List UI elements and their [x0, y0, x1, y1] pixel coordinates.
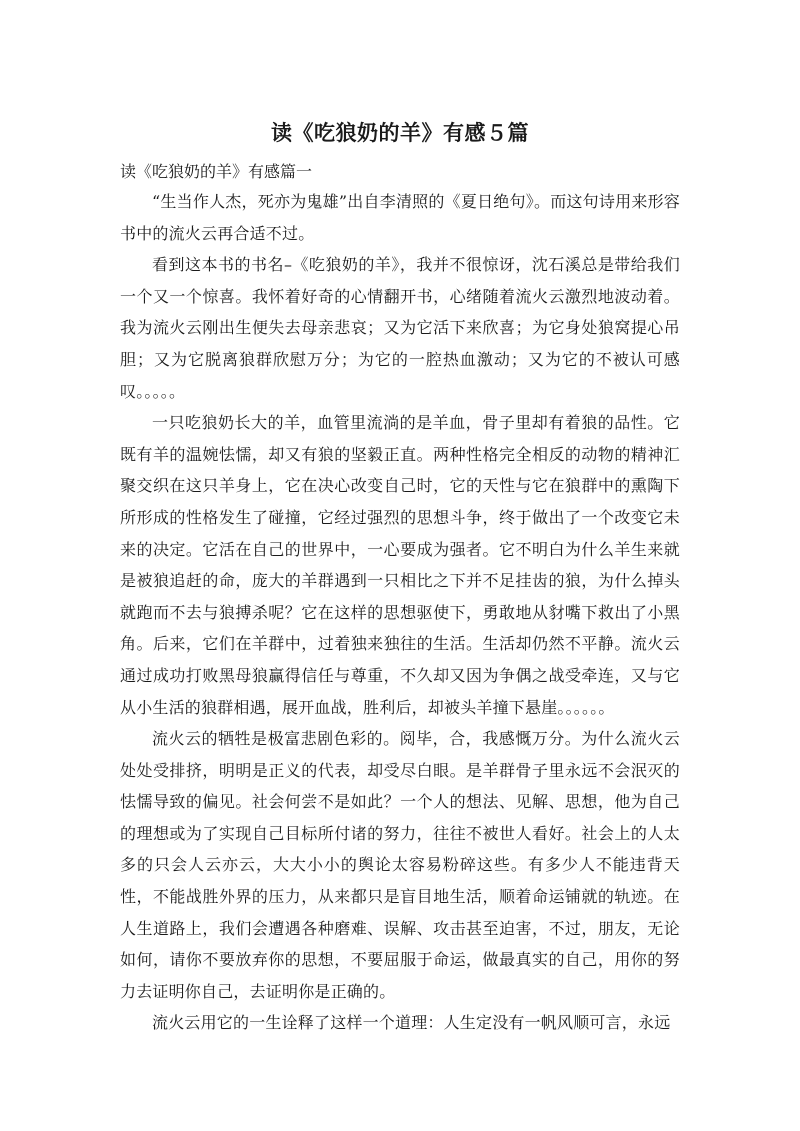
- paragraph: “生当作人杰，死亦为鬼雄”出自李清照的《夏日绝句》。而这句诗用来形容书中的流火云再合适不过。: [120, 192, 680, 243]
- paragraph: 看到这本书的书名–《吃狼奶的羊》，我并不很惊讶，沈石溪总是带给我们一个又一个惊喜。我怀着好奇的心情翻开书，心绪随着流火云激烈地波动着。我为流火云刚出生便失去母亲悲哀；又为它活下来欣喜；为它身处狼窝提心吊胆；又为它脱离狼群欣慰万分；为它的一腔热血激动；又为它的不被认可感叹。。。。。: [120, 255, 680, 401]
- document-body: [120, 186, 680, 1039]
- paragraph: 流火云用它的一生诠释了这样一个道理：人生定没有一帆风顺可言，永远: [152, 1013, 671, 1033]
- document-title: 读《吃狼奶的羊》有感５篇: [271, 121, 529, 145]
- paragraph: 流火云的牺牲是极富悲剧色彩的。阅毕，合，我感慨万分。为什么流火云处处受排挤，明明是正义的代表，却受尽白眼。是羊群骨子里永远不会泯灭的怯懦导致的偏见。社会何尝不是如此？一个人的想法、见解、思想，他为自己的理想或为了实现自己目标所付诸的努力，往往不被世人看好。社会上的人太多的只会人云亦云，大大小小的舆论太容易粉碎这些。有多少人不能违背天性，不能战胜外界的压力，从来都只是盲目地生活，顺着命运铺就的轨迹。在人生道路上，我们会遭遇各种磨难、误解、攻击甚至迫害，不过，朋友，无论如何，请你不要放弃你的思想，不要屈服于命运，做最真实的自己，用你的努力去证明你自己，去证明你是正确的。: [120, 729, 680, 1001]
- section-heading: 读《吃狼奶的羊》有感篇一: [120, 162, 313, 181]
- paragraph: 一只吃狼奶长大的羊，血管里流淌的是羊血，骨子里却有着狼的品性。它既有羊的温婉怯懦，却又有狼的坚毅正直。两种性格完全相反的动物的精神汇聚交织在这只羊身上，它在决心改变自己时，它的天性与它在狼群中的熏陶下所形成的性格发生了碰撞，它经过强烈的思想斗争，终于做出了一个改变它未来的决定。它活在自己的世界中，一心要成为强者。它不明白为什么羊生来就是被狼追赶的命，庞大的羊群遇到一只相比之下并不足挂齿的狼，为什么掉头就跑而不去与狼搏杀呢？它在这样的思想驱使下，勇敢地从豺嘴下救出了小黑角。后来，它们在羊群中，过着独来独往的生活。生活却仍然不平静。流火云通过成功打败黑母狼赢得信任与尊重，不久却又因为争偶之战受牵连，又与它从小生活的狼群相遇，展开血战，胜利后，却被头羊撞下悬崖。。。。。。: [120, 413, 680, 717]
